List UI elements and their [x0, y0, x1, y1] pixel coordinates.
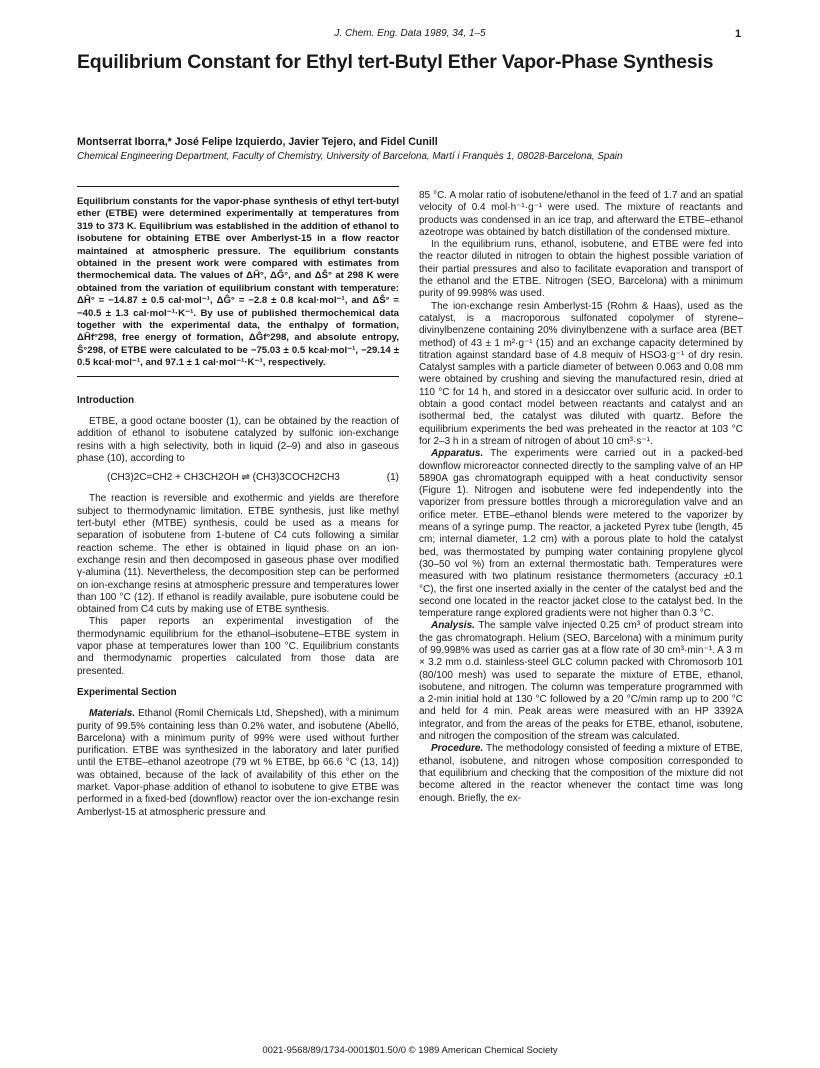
procedure-label: Procedure.	[431, 743, 484, 755]
article-title: Equilibrium Constant for Ethyl tert-Butyl Ether Vapor-Phase Synthesis	[77, 51, 714, 73]
intro-paragraph-2: The reaction is reversible and exothermic and yields are therefore subject to thermodynamic limitation. ETBE synthesis, just like methyl tert-butyl ether (MTBE) synthesis, could be used as a means for separation of isobutene from 1-butene of C4 cuts following a similar reaction scheme. The ether is obtained in liquid phase on an ion-exchange resin and then decomposed in gaseous phase over modified γ-alumina (11). Nevertheless, the decomposition step can be performed on ion-exchange resins at atmospheric pressure and temperatures lower than 100 °C (12). If ethanol is readily available, pure isobutene could be obtained from C4 cuts by making use of ETBE synthesis.	[77, 493, 399, 616]
analysis-paragraph	[419, 620, 743, 743]
apparatus-label: Apparatus.	[431, 448, 484, 460]
procedure-paragraph	[419, 743, 743, 804]
left-column	[77, 186, 399, 819]
equation-number: (1)	[386, 472, 399, 484]
running-header: J. Chem. Eng. Data 1989, 34, 1–5	[334, 28, 486, 39]
intro-paragraph-3: This paper reports an experimental investigation of the thermodynamic equilibrium for the ethanol–isobutene–ETBE system in vapor phase at temperatures lower than 100 °C. Equilibrium constants and thermodynamic properties calculated from those data are presented.	[77, 616, 399, 677]
author-list: Montserrat Iborra,* José Felipe Izquierdo, Javier Tejero, and Fidel Cunill	[77, 136, 438, 148]
section-gap	[77, 678, 399, 687]
materials-text: Ethanol (Romil Chemicals Ltd, Shepshed), with a minimum purity of 99.5% containing less than 0.2% water, and isobutene (Abelló, Barcelona) with a minimum purity of 99% were used without further purification. ETBE was synthesized in the laboratory and later purified until the ETBE–ethanol azeotrope (79 wt % ETBE, bp 66.6 °C (13, 14)) was obtained, because of the lack of availability of this ether on the market. Vapor-phase addition of ethanol to isobutene to give ETBE was performed in a fixed-bed (downflow) reactor over the ion-exchange resin Amberlyst-15 at atmospheric pressure and	[77, 708, 399, 818]
abstract-top-rule	[77, 186, 399, 187]
materials-label: Materials.	[89, 708, 136, 720]
equation-1	[77, 472, 399, 484]
analysis-label: Analysis.	[431, 620, 475, 632]
page-footer: 0021-9568/89/1734-0001$01.50/0 © 1989 American Chemical Society	[262, 1045, 558, 1056]
analysis-text: The sample valve injected 0.25 cm³ of product stream into the gas chromatograph. Helium (SEO, Barcelona) with a minimum purity of 99.998% was used as carrier gas at a flow rate of 30 cm³·min⁻¹. A 3 m × 3.2 mm o.d. stainless-steel GLC column packed with Chromosorb 101 (80/100 mesh) was used to separate the mixture of ETBE, ethanol, isobutene, and nitrogen. The column was temperature programmed with a 2-min initial hold at 130 °C followed by a 20 °C/min ramp up to 200 °C and held for 4 min. Peak areas were measured with an HP 3392A integrator, and from the areas of the peaks for ETBE, ethanol, isobutene, and nitrogen the composition of the stream was calculated.	[419, 620, 743, 743]
right-paragraph-3: The ion-exchange resin Amberlyst-15 (Rohm & Haas), used as the catalyst, is a macroporous sulfonated copolymer of styrene–divinylbenzene containing 20% divinylbenzene with a surface area (BET method) of 43 ± 1 m²·g⁻¹ (15) and an exchange capacity determined by titration against standard base of 4.8 mequiv of HSO3·g⁻¹ of dry resin. Catalyst samples with a particle diameter of between 0.063 and 0.08 mm were obtained by crushing and sieving the manufactured resin, dried at 110 °C for 14 h, and stored in a desiccator over sulfuric acid. In order to obtain a good contact model between reactants and catalyst and an isothermal bed, the catalyst was diluted with quartz. Before the equilibrium experiments the bed was preheated in the reactor at 103 °C for 2–3 h in a stream of nitrogen of about 10 cm³·s⁻¹.	[419, 300, 743, 447]
equation-text: (CH3)2C=CH2 + CH3CH2OH ⇌ (CH3)3COCH2CH3	[107, 472, 340, 484]
intro-paragraph-1: ETBE, a good octane booster (1), can be obtained by the reaction of addition of ethanol to isobutene catalyzed by sulfonic ion-exchange resins with a high selectivity, both in liquid (2–9) and also in gaseous phase (10), according to	[77, 415, 399, 464]
apparatus-paragraph	[419, 448, 743, 620]
right-paragraph-2: In the equilibrium runs, ethanol, isobutene, and ETBE were fed into the reactor diluted in nitrogen to obtain the highest possible variation of their partial pressures and also to facilitate evaporation and transport of the ethanol and the ETBE. Nitrogen (SEO, Barcelona) with a minimum purity of 99.998% was used.	[419, 239, 743, 300]
right-column	[419, 190, 743, 805]
introduction-heading: Introduction	[77, 394, 135, 406]
abstract: Equilibrium constants for the vapor-phase synthesis of ethyl tert-butyl ether (ETBE) were determined experimentally at temperatures from 319 to 373 K. Equilibrium was established in the addition of ethanol to isobutene for obtaining ETBE over Amberlyst-15 in a flow reactor maintained at atmospheric pressure. The equilibrium constants obtained in the present work were compared with estimates from thermochemical data. The values of ΔĤ°, ΔĜ°, and ΔŜ° at 298 K were obtained from the variation of equilibrium constant with temperature: ΔĤ° = −14.87 ± 0.5 cal·mol⁻¹, ΔĜ° = −2.8 ± 0.8 kcal·mol⁻¹, and ΔŜ° = −40.5 ± 1.3 cal·mol⁻¹·K⁻¹. By use of published thermochemical data together with the experimental data, the enthalpy of formation, ΔĤf°298, free energy of formation, ΔĜf°298, and absolute entropy, Ŝ°298, of ETBE were calculated to be −75.03 ± 0.5 kcal·mol⁻¹, −29.14 ± 0.5 kcal·mol⁻¹, and 97.1 ± 1 cal·mol⁻¹·K⁻¹, respectively.	[77, 196, 399, 369]
page-number: 1	[735, 28, 742, 40]
right-paragraph-1: 85 °C. A molar ratio of isobutene/ethanol in the feed of 1.7 and an spatial velocity of 0.4 mol·h⁻¹·g⁻¹ were used. The mixture of reactants and products was condensed in an ice trap, and afterward the ETBE–ethanol azeotrope was obtained by batch distillation of the condensed mixture.	[419, 190, 743, 238]
materials-paragraph	[77, 708, 399, 819]
apparatus-text: The experiments were carried out in a packed-bed downflow microreactor connected directly to the sampling valve of an HP 5890A gas chromatograph equipped with a heat conductivity sensor (Figure 1). Nitrogen and isobutene were fed independently into the vaporizer from pressure bottles through a microregulation valve and an orifice meter. ETBE–ethanol blends were metered to the vaporizer by means of a syringe pump. The reactor, a jacketed Pyrex tube (length, 45 cm; internal diameter, 1.2 cm) with a porous plate to hold the catalyst bed, was thermostated by pumping water containing propylene glycol (30–50 vol %) from an external thermostatic bath. Temperatures were measured with two platinum resistance thermometers (accuracy ±0.1 °C), the first one inserted axially in the center of the catalyst bed and the second one located in the reactor jacket close to the catalyst bed. In the temperature range explored gradients were not higher than 0.3 °C.	[419, 448, 743, 620]
procedure-text: The methodology consisted of feeding a mixture of ETBE, ethanol, isobutene, and nitrogen whose composition corresponded to that equilibrium and checking that the composition of the mixture did not become altered in the reactor whenever the contact time was long enough. Briefly, the ex-	[419, 743, 743, 804]
abstract-bottom-rule	[77, 376, 399, 377]
experimental-heading: Experimental Section	[77, 686, 177, 698]
author-affiliation: Chemical Engineering Department, Faculty of Chemistry, University of Barcelona, Martí i Franquès 1, 08028-Barcelona, Spain	[77, 151, 623, 162]
